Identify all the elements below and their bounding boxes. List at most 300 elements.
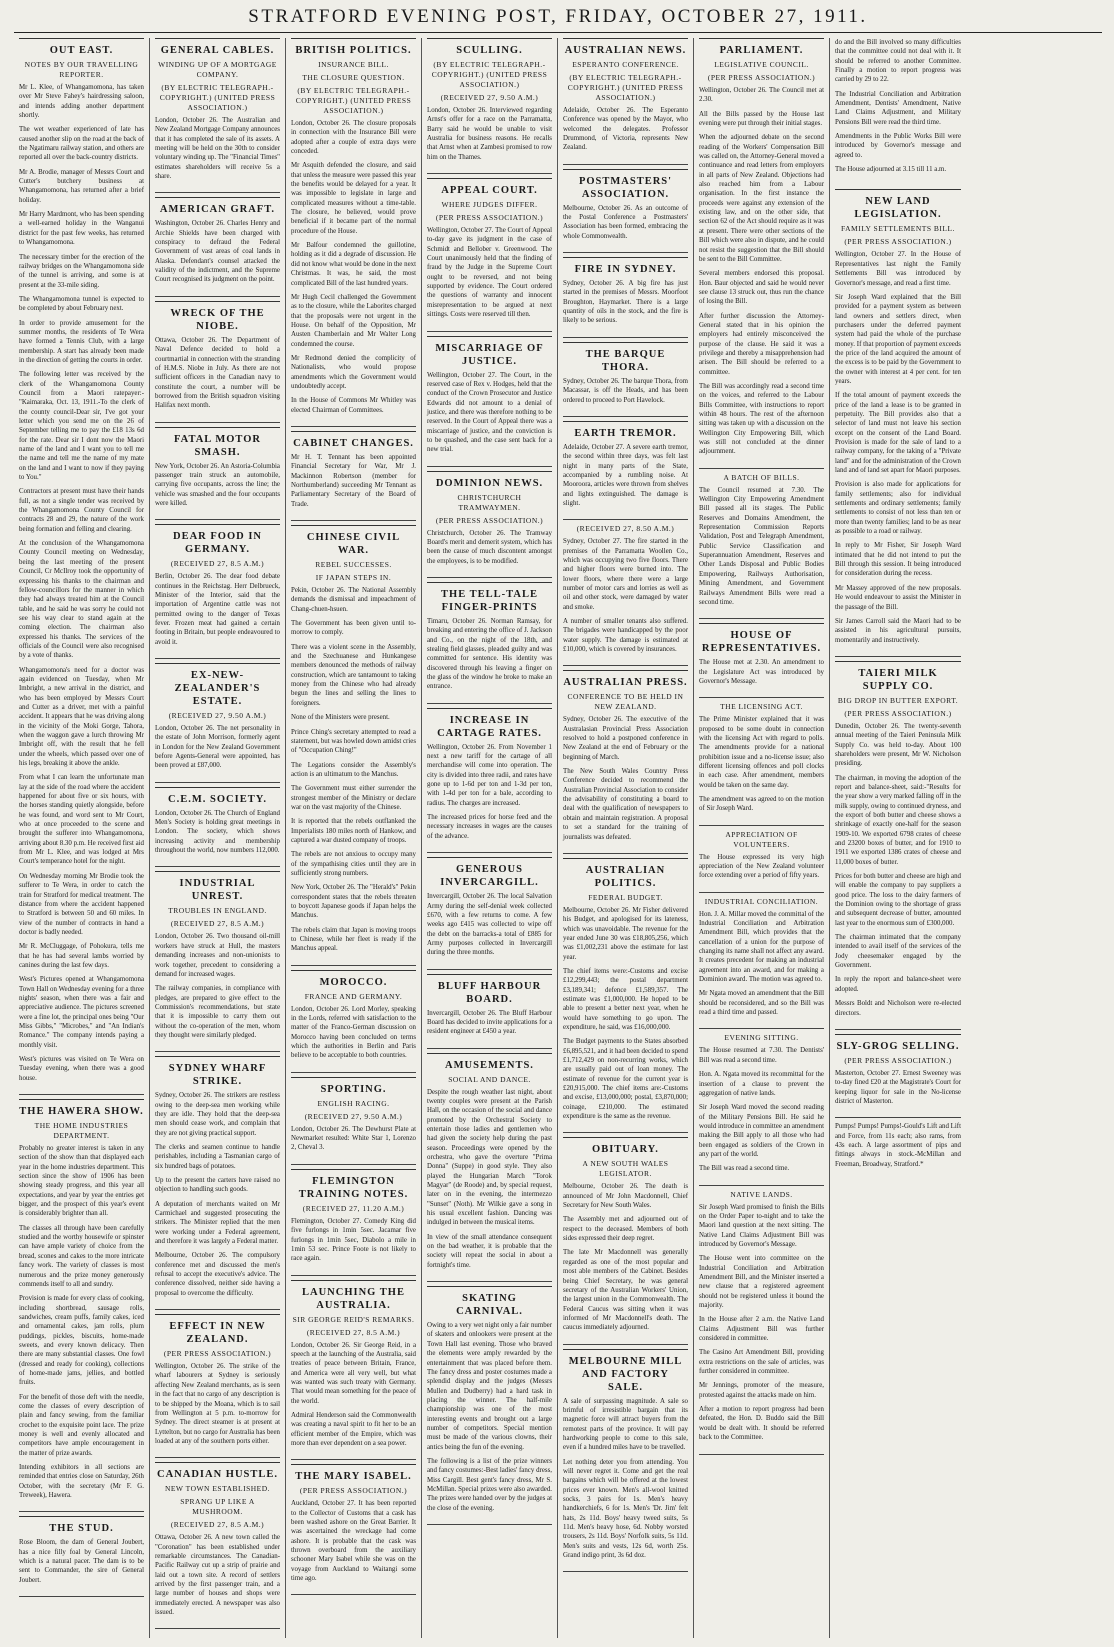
article-headline: GENERAL CABLES. — [160, 45, 275, 56]
article-subhead: (RECEIVED 27, 11.20 A.M.) — [302, 1203, 405, 1213]
article-subhead: (RECEIVED 27, 9.50 A.M.) — [168, 711, 267, 721]
article-paragraph: Christchurch, October 26. The Tramway Board's merit and demerit system, which has been the cause of much discontent amongst the employees, is to be modified. — [427, 529, 552, 565]
headline-rule — [291, 1280, 416, 1281]
article-subhead: APPRECIATION OF VOLUNTEERS. — [725, 829, 798, 849]
article-paragraph: After a motion to report progress had been defeated, the Hon. D. Buddo said the Bill would be dealt with. It should be referred back to the Committee. — [699, 1406, 824, 1442]
headline-rule — [155, 38, 280, 39]
article-paragraph: Contractors at present must have their hands full, as not a single tender was received by the Whangamomona County Council for contracts 28 and 29, the nature of the work being formation and felling and clearing. — [19, 488, 144, 533]
article-paragraph: The House went into committee on the Industrial Conciliation and Arbitration Amendment Bill, and the Minister inserted a new clause that a registered agreement should not be registered unless it bound the majority. — [699, 1255, 824, 1310]
article-subhead: (BY ELECTRIC TELEGRAPH.-COPYRIGHT.) (UNITED PRESS ASSOCIATION.) — [159, 83, 276, 112]
article-subhead: TROUBLES IN ENGLAND. — [168, 906, 267, 916]
article-paragraph: Ottawa, October 26. A new town called the "Coronation" has been established under remarkable circumstances. The Canadian-Pacific Railway cut up a strip of prairie and laid out a town site. A record of settlers arrived by the first passenger train, and a large number of houses and shops were immediately erected. A newspaper was also issued. — [155, 1534, 280, 1616]
article-subhead: BIG DROP IN BUTTER EXPORT. — [837, 695, 959, 705]
article-subhead: IF JAPAN STEPS IN. — [315, 573, 392, 583]
article — [835, 1034, 961, 1118]
article-paragraph: Wellington, October 26. The strike of the wharf labourers at Sydney is seriously affecting New Zealand merchants, as is seen in the fact that no cargo of any description is to be shipped by the Moana, which is to sail from Wellington at 5 p.m. to-morrow for Sydney. The direct steamer is at present at Lyttelton, but no cargo for Australia has been loaded at any of the southern ports either. — [155, 1363, 280, 1445]
article-paragraph: Sydney, October 26. The strikers are restless owing to the deep-sea men working while they are idle. They hold that the deep-sea men should cease work, and complain that they are not giving practical support. — [155, 1092, 280, 1137]
article — [427, 336, 552, 467]
article-headline: HOUSE OF REPRESENTATIVES. — [701, 630, 822, 655]
headline-rule — [291, 970, 416, 971]
article-paragraph: London, October 26. Sir George Reid, in a speech at the launching of the Australia, said treaties of peace between Britain, France, and America were all very well, but what was wanted was such treaty with Germany. That would mean something for the peace of the world. — [291, 1341, 416, 1405]
article-headline: EARTH TREMOR. — [574, 427, 677, 439]
article-paragraph: Pekin, October 26. The National Assembly demands the dismissal and impeachment of Chang-chuen-hsuen. — [291, 587, 416, 613]
article-subhead: (RECEIVED 27, 8.50 A.M.) — [576, 524, 675, 534]
article-headline: FLEMINGTON TRAINING NOTES. — [298, 1175, 409, 1200]
article-paragraph: The chief items were:-Customs and excise £12,299,443; the postal department £3,189,341; defence £1,589,357. The estimate was £1,000,000. He hoped to be able to present a better next year, when he would have something to go upon. The expenditure, he said, was £16,000,000. — [563, 967, 688, 1031]
article — [155, 1314, 280, 1458]
article-paragraph: The New South Wales Country Press Conference decided to recommend the Australian Provincial Association to consider the advisability of constituting a board to deal with the qualification of newspapers to obtain and maintain registration. A proposal to set a standard for the training of journalists was defeated. — [563, 768, 688, 841]
article-headline: OBITUARY. — [592, 1144, 659, 1156]
headline-rule — [563, 169, 688, 170]
article-headline: THE HAWERA SHOW. — [19, 1106, 144, 1118]
article-paragraph: Auckland, October 27. It has been reported to the Collector of Customs that a cask has been washed ashore on the Great Barrier. It was ascertained the wreckage had come ashore. It is probable that the cask was thrown overboard from the auxiliary schooner Mary Isabel while she was on the voyage from Auckland to Waitangi some time ago. — [291, 1500, 416, 1583]
article-headline: MELBOURNE MILL AND FACTORY SALE. — [568, 1355, 683, 1393]
column-2 — [150, 38, 286, 1638]
article-headline: AUSTRALIAN PRESS. — [563, 677, 688, 689]
article — [19, 38, 144, 1095]
article-paragraph: The amendment was agreed to on the motion of Sir Joseph Ward. — [699, 795, 824, 813]
article — [291, 1280, 416, 1461]
article-paragraph: Messrs Boldt and Nicholson were re-elected directors. — [835, 1000, 961, 1017]
article-headline: EFFECT IN NEW ZEALAND. — [169, 1321, 266, 1346]
article — [835, 661, 961, 1030]
article-subhead: NATIVE LANDS. — [730, 1189, 793, 1199]
article-paragraph: Sir Joseph Ward explained that the Bill provided for a payment system as between land owners and settlers direct, when purchasers under the deferred payment system had paid the whole of the purchase money. If that proportion of payment exceeds the price of the land acquired the amount of the excess is to be paid by the Government to the owner with interest at 4 per cent. for ten years. — [835, 293, 961, 385]
article-headline: AMUSEMENTS. — [445, 1059, 534, 1071]
article — [563, 1349, 688, 1573]
article-paragraph: The Council resumed at 7.30. The Wellington City Empowering Amendment Bill passed all its stages. The Public Reserves and Domains Amendment, the Representation Commission Reports Validation, Post and Telegraph Amendment, Public Service Classification and Superannuation Amendment, Reserves and Other Lands Disposal and Public Bodies Empowering, Railways Authorisation, Mining Amendment, and Government Railways Amendment Bills were read a second time. — [699, 486, 824, 606]
article — [563, 257, 688, 338]
article-subhead: (PER PRESS ASSOCIATION.) — [844, 237, 952, 247]
masthead-title: STRATFORD EVENING POST, FRIDAY, OCTOBER 27, 1911. — [248, 6, 868, 27]
article-paragraph: Sydney, October 26. The barque Thora, from Macassar, is off the Heads, and has been ordered to proceed to Port Havelock. — [563, 377, 688, 404]
article — [699, 830, 824, 893]
article-paragraph: Intending exhibitors in all sections are reminded that entries close on Saturday, 26th October, with the secretary (Mr F. G. Treweek), Hawera. — [19, 1464, 144, 1500]
article-paragraph: All the Bills passed by the House last evening were put through their initial stages. — [699, 110, 824, 128]
article-headline: GENEROUS INVERCARGILL. — [440, 864, 539, 889]
article-paragraph: The chairman intimated that the company intended to avail itself of the services of the Jody cheesemaker engaged by the Government. — [835, 934, 961, 970]
article — [563, 670, 688, 853]
article-headline: OUT EAST. — [49, 45, 114, 56]
article — [427, 974, 552, 1049]
article — [291, 1464, 416, 1595]
article — [835, 1122, 961, 1180]
article — [155, 1462, 280, 1629]
article-paragraph: Mr Redmond denied the complicity of Nationalists, who would propose amendments which the Government would undoubtedly accept. — [291, 354, 416, 390]
article-subhead: (PER PRESS ASSOCIATION.) — [435, 213, 544, 223]
article-paragraph: When the adjourned debate on the second reading of the Workers' Compensation Bill was called on, the Attorney-General moved a continuance and read letters from employers in all parts of New Zealand. Objections had also reached him from a Labour organisation. In the first instance the proceeds were against any extension of the existing law, and on the other side, that section 62 of the Act should require as it was at present. There were other sections of the Bill which were also in dispute, and he could not resist the suggestion that the Bill should be sent to the Bill Committee. — [699, 134, 824, 263]
article-paragraph: Mr A. Brodie, manager of Messrs Court and Cutter's butchery business at Whangamomona, has returned after a brief holiday. — [19, 168, 144, 204]
article-paragraph: Wellington, October 27. The Court of Appeal to-day gave its judgment in the case of Schmidt and Bellober v. Greenwood. The Court unanimously held that the finding of fraud by the Judge in the Supreme Court ought to be reversed, and not being supported by evidence. The Court ordered the questions of warranty and innocent misrepresentation to be argued at next sittings. Costs were reserved till then. — [427, 227, 552, 319]
headline-rule — [427, 1053, 552, 1054]
headline-rule — [427, 336, 552, 337]
article-headline: CHINESE CIVIL WAR. — [306, 532, 401, 557]
article-paragraph: The clerks and seamen continue to handle perishables, including a Tasmanian cargo of six hundred bags of potatoes. — [155, 1143, 280, 1170]
masthead — [14, 2, 1102, 33]
article-subhead: CHRISTCHURCH TRAMWAYMEN. — [457, 492, 522, 512]
article-paragraph: On Wednesday morning Mr Brodie took the sufferer to Te Wera, in order to catch the train for Stratford for medical treatment. The distance from where the accident happened to Stratford is between 50 and 60 miles. In view of the number of contracts in hand a doctor is badly needed. — [19, 872, 144, 936]
headline-rule — [291, 1464, 416, 1465]
article-subhead: (BY ELECTRIC TELEGRAPH.-COPYRIGHT.) (UNITED PRESS ASSOCIATION.) — [295, 86, 412, 115]
article-subhead: REBEL SUCCESSES. — [315, 560, 392, 570]
article-paragraph: There was a violent scene in the Assembly, and the Szechuanese and Hunkangese members denounced the methods of railway construction, which are tantamount to taking money from the Chinese who had already begun the lines and selling the lines to foreigners. — [291, 643, 416, 707]
article-paragraph: The Prime Minister explained that it was proposed to be some doubt in connection with the licensing Act with regard to polls. The amendments provide for a national prohibition issue and a no-license issue; also different licensing offences and poll clocks in each case. After amendment, members would be taken on the same day. — [699, 716, 824, 789]
article-paragraph: Several members endorsed this proposal. Hon. Baur objected and said he would never see clause 13 struck out, thus run the chance of losing the Bill. — [699, 270, 824, 306]
article-subhead: (RECEIVED 27, 9.50 A.M.) — [440, 93, 539, 102]
article — [427, 38, 552, 174]
headline-rule — [563, 342, 688, 343]
article-paragraph: Mr Harry Mardmont, who has been spending a well-earned holiday in the Wanganui district for the past few weeks, has returned to Whangamomona. — [19, 211, 144, 247]
article-paragraph: London, October 26. The closure proposals in connection with the Insurance Bill were adopted after a couple of extra days were conceded. — [291, 120, 416, 156]
article-subhead: (RECEIVED 27, 8.5 A.M.) — [170, 919, 265, 929]
article — [427, 857, 552, 969]
article-paragraph: Mr H. T. Tennant has been appointed Financial Secretary for War, Mr J. Mackinnon Robertson (member for Northumberland) succeeding Mr Tennant as Parliamentary Secretary of the Board of Trade. — [291, 453, 416, 508]
columns-container — [14, 38, 1102, 1638]
headline-rule — [563, 1137, 688, 1138]
article-headline: FATAL MOTOR SMASH. — [174, 433, 261, 458]
headline-rule — [155, 871, 280, 872]
headline-rule — [291, 1077, 416, 1078]
article — [19, 1516, 144, 1597]
headline-rule — [291, 525, 416, 526]
article-subhead: THE HOME INDUSTRIES DEPARTMENT. — [34, 1121, 129, 1141]
article-paragraph: In reply the report and balance-sheet were adopted. — [835, 976, 961, 993]
column-5 — [558, 38, 694, 1638]
article-paragraph: In reply to Mr Fisher, Sir Joseph Ward intimated that he did not intend to put the Bill through this session. It being introduced for consideration during the recess. — [835, 542, 961, 578]
article — [291, 38, 416, 427]
article-headline: FIRE IN SYDNEY. — [574, 264, 677, 276]
article-subhead: (PER PRESS ASSOCIATION.) — [844, 708, 952, 718]
article-subhead: WHERE JUDGES DIFFER. — [441, 200, 538, 210]
article-headline: SPORTING. — [320, 1083, 387, 1095]
article-subhead: (PER PRESS ASSOCIATION.) — [707, 73, 816, 82]
article-headline: THE BARQUE THORA. — [585, 348, 666, 373]
article-paragraph: Mr Ngata moved an amendment that the Bill should be reconsidered, and so the Bill was read a third time and passed. — [699, 990, 824, 1017]
article-paragraph: Mr Massey approved of the new proposals. He would endeavour to assist the Minister in the passage of the Bill. — [835, 584, 961, 611]
headline-rule — [427, 38, 552, 39]
article-paragraph: Amendments in the Public Works Bill were introduced by Governor's message and agreed to. — [835, 133, 961, 159]
article-headline: DOMINION NEWS. — [435, 477, 544, 489]
article-paragraph: Melbourne, October 26. The compulsory conference met and discussed the men's refusal to accept the executive's advice. The conference dissolved, neither side having a proposal to overcome the difficulty. — [155, 1252, 280, 1297]
article-paragraph: The late Mr Macdonnell was generally regarded as one of the most popular and most able members of the Cabinet. Besides being Chief Secretary, he was general secretary of the Australian Workers' Union, the largest union in the Commonwealth. The Federal Caucus was sitting when it was informed of Mr Macdonnell's death. The caucus immediately adjourned. — [563, 1249, 688, 1332]
article-paragraph: Sydney, October 27. The fire started in the premises of the Parramatta Woollen Co., which was occupying two five floors. There and higher floors were burned into. The lower floors, where there were a large number of motor cars and lorries as well as oil and other stock, were damaged by water and smoke. — [563, 538, 688, 611]
article-headline: POSTMASTERS' ASSOCIATION. — [578, 175, 673, 200]
article-paragraph: The Legations consider the Assembly's action is an ultimatum to the Manchus. — [291, 761, 416, 778]
article-paragraph: Pumps! Pumps! Pumps!-Gould's Lift and Lift and Force, from 11s each; also rams, from 43s each. A large assortment of pips and fittings always in stock.-McMillan and Freeman, Broadway, Stratford.* — [835, 1123, 961, 1168]
article-paragraph: If the total amount of payment exceeds the price of the land a lease is to be granted in perpetuity. The Bill provides also that a selector of land must not leave his section except on the consent of the Land Board. Provision is made for the sale of land to a railway company, for the taking of a "Private land" and for the administration of the Crown land and of land set apart for Maori purposes. — [835, 392, 961, 475]
article-paragraph: The increased prices for horse feed and the necessary increases in wages are the causes of the advance. — [427, 814, 552, 840]
article-paragraph: The House resumed at 7.30. The Dentists' Bill was read a second time. — [699, 1047, 824, 1064]
headline-rule — [155, 524, 280, 525]
article — [563, 858, 688, 1134]
article-paragraph: London, October 26. Lord Morley, speaking in the Lords, referred with satisfaction to the matter of the Franco-German discussion on Morocco having been concluded on terms which the authorities in Berlin and Paris believe to be acceptable to both countries. — [291, 1005, 416, 1060]
article-paragraph: Hon. A. Ngata moved its recommittal for the insertion of a clause to prevent the aggregation of native lands. — [699, 1071, 824, 1097]
article — [699, 1033, 824, 1185]
article-paragraph: Hon. J. A. Millar moved the committal of the Industrial Conciliation and Arbitration Amendment Bill, which provides that the cancellation of a union for the purpose of changing its name shall not affect any award. It creates precedent for making an industrial agreement into an award, and for making a Dominion award. The motion was agreed to. — [699, 910, 824, 984]
article-subhead: INSURANCE BILL. — [318, 60, 389, 69]
article-headline: MOROCCO. — [319, 976, 388, 988]
article-subhead: INDUSTRIAL CONCILIATION. — [704, 896, 819, 906]
article-paragraph: Provision is also made for applications for family settlements; also for individual settlements and ordinary settlements; family settlements to consist of not less than ten or more than twenty families; land to be as near as possible to a road or railway. — [835, 481, 961, 536]
article-paragraph: The following letter was received by the clerk of the Whangamomona County Council from a Maori ratepayer:-"Kaimaraka, Oct. 13, 1911.-To the clerk of the county council-Dear sir, I've got your letter which you send me on the 26 of September telling me to pay the £18 13s 6d for the rate. Dear sir I dont now the Maori name of the land and I want you to tell me the name and tell me the name of my mate on the land and I want to now if they paying to You." — [19, 371, 144, 482]
article-paragraph: West's Pictures opened at Whangamomona Town Hall on Wednesday evening for a three nights' season, when there was a fair and appreciative audience. The pictures screened were a fine lot, the principal ones being "Our Miss Gibbs," "Microbes," and "An Indian's Romance." The company intends paying a monthly visit. — [19, 976, 144, 1049]
article-subhead: CONFERENCE TO BE HELD IN NEW ZEALAND. — [567, 692, 684, 712]
article-subhead: (RECEIVED 27, 9.50 A.M.) — [304, 1111, 403, 1121]
headline-rule — [427, 1286, 552, 1287]
article-headline: AMERICAN GRAFT. — [159, 204, 276, 216]
article-subhead: FEDERAL BUDGET. — [588, 892, 663, 902]
article — [427, 582, 552, 704]
headline-rule — [155, 1314, 280, 1315]
headline-rule — [835, 661, 961, 662]
article-headline: SYDNEY WHARF STRIKE. — [168, 1063, 267, 1088]
article — [291, 1077, 416, 1165]
article — [699, 38, 824, 469]
article-paragraph: Mr Asquith defended the closure, and said that unless the measure were passed this year the benefits would be delayed for a year. It was impossible to legislate in large and complicated measures without a time-table. The closure, he believed, would prove beneficial if it became part of the normal procedure of the House. — [291, 162, 416, 235]
article-headline: CABINET CHANGES. — [293, 437, 414, 449]
article-headline: THE TELL-TALE FINGER-PRINTS — [441, 588, 538, 613]
article-paragraph: Adelaide, October 27. A severe earth tremor, the second within three days, was felt last night in many parts of the State, accompanied by a rumbling noise. At Mooroora, articles were thrown from shelves and lights extinguished. The damage is slight. — [563, 443, 688, 507]
article-paragraph: The wet weather experienced of late has caused another slip on the road at the back of the Ngatimaru railway station, and others are reported all over the back-country districts. — [19, 126, 144, 162]
article-paragraph: London, October 26. The Dewhurst Plate at Newmarket resulted: White Star 1, Lorenzo 2, Cheval 3. — [291, 1125, 416, 1152]
article-paragraph: The Government must either surrender the strongest member of the Ministry or declare war on the vast majority of the Chinese. — [291, 785, 416, 811]
article-paragraph: Wellington, October 27. In the House of Representatives last night the Family Settlements Bill was introduced by Governor's message, and read a first time. — [835, 251, 961, 287]
article-paragraph: New York, October 26. An Astoria-Columbia passenger train struck an automobile, carrying five occupants, across the line; the vehicle was smashed and the four occupants were killed. — [155, 462, 280, 507]
article-headline: THE STUD. — [49, 1523, 114, 1535]
article-paragraph: In view of the small attendance consequent on the bad weather, it is probable that the society will repeat the social in about a fortnight's time. — [427, 1233, 552, 1269]
headline-rule — [291, 431, 416, 432]
article-paragraph: Wellington, October 26. The Council met at 2.30. — [699, 87, 824, 104]
article-subhead: SOCIAL AND DANCE. — [448, 1074, 531, 1084]
article-paragraph: Sir Joseph Ward promised to finish the Bills on the Order Paper to-night and to take the Maori land question at the next sitting. The Native Land Claims Adjustment Bill was introduced by Governor's Message. — [699, 1203, 824, 1248]
article-paragraph: The necessary timber for the erection of the railway bridges on the Whangamomona side of the tunnel is arriving, and some is at present at the 33-mile siding. — [19, 253, 144, 289]
headline-rule — [563, 421, 688, 422]
article-headline: AUSTRALIAN POLITICS. — [585, 864, 666, 889]
column-3 — [286, 38, 422, 1638]
headline-rule — [835, 1034, 961, 1035]
article-subhead: NEW TOWN ESTABLISHED. — [164, 1484, 271, 1494]
article-subhead: (PER PRESS ASSOCIATION.) — [163, 1349, 272, 1359]
article-paragraph: The Government has been given until to-morrow to comply. — [291, 620, 416, 637]
article-subhead: FAMILY SETTLEMENTS BILL. — [841, 224, 955, 234]
article-paragraph: London, October 26. The Australian and New Zealand Mortgage Company announces that it has completed the sale of its assets. A meeting will be held on the 30th to consider voluntary winding up. The "Financial Times" estimates shareholders will receive 5s a share. — [155, 117, 280, 181]
article — [563, 38, 688, 165]
article-paragraph: Probably no greater interest is taken in any section of the show than that displayed each year in the home industries department. This section since the show of 1906 has been showing steady progress, and this year all expectations, and year by year the entries get bigger, and the prospect of this year's event is considerably brighter than all. — [19, 1145, 144, 1218]
article-paragraph: Masterton, October 27. Ernest Sweeney was to-day fined £20 at the Magistrate's Court for keeping liquor for sale in the No-license district of Masterton. — [835, 1069, 961, 1105]
article-paragraph: London, October 26. The Church of England Men's Society is holding great meetings in London. The society, which shows increasing activity and membership throughout the world, now numbers 112,000. — [155, 809, 280, 855]
article-headline: SKATING CARNIVAL. — [456, 1293, 523, 1318]
article-subhead: LEGISLATIVE COUNCIL. — [714, 60, 809, 69]
article — [291, 431, 416, 521]
article-paragraph: Sir James Carroll said the Maori had to be assisted in his agricultural pursuits, momentarily and instructively. — [835, 617, 961, 644]
article-paragraph: Invercargill, October 26. The local Salvation Army during the self-denial week collected £670, with a few returns to come. A few weeks ago £415 was collected to wipe off the debt on the barracks-a total of £885 for Army purposes collected in Invercargill during the three months. — [427, 893, 552, 957]
article-paragraph: Prices for both butter and cheese are high and will enable the company to pay suppliers a good price. The loss to the dairy farmers of the Dominion owing to the shortage of grass and subsequent decrease of butter, amounted last year to the enormous sum of £300,000. — [835, 873, 961, 927]
headline-rule — [291, 1169, 416, 1170]
article-paragraph: Timaru, October 26. Norman Ramsay, for breaking and entering the office of J. Jackson and Co., on the night of the 18th, and stealing field glasses, pleaded guilty and was committed for sentence. His identity was discovered through his leaving a finger on the glass of the window he broke to make an entrance. — [427, 617, 553, 691]
article-subhead: THE CLOSURE QUESTION. — [302, 73, 405, 82]
headline-rule — [155, 787, 280, 788]
article-paragraph: Melbourne, October 26. The death is announced of Mr John Macdonnell, Chief Secretary for New South Wales. — [563, 1183, 688, 1210]
article — [563, 342, 688, 417]
article-paragraph: Melbourne, October 26. Mr Fisher delivered his Budget, and apologised for its lateness, which was unavoidable. The revenue for the year ended June 30 was £18,805,256, which was £1,002,231 above the estimate for last year. — [563, 906, 688, 961]
article-paragraph: Despite the rough weather last night, about twenty couples were present at the Parish Hall, on the occasion of the social and dance promoted by the Orchestral Society to entertain those ladies and gentlemen who had given the society help during the past season. Proceedings were opened by the orchestra, who gave the overture "Prima Donna" (Suppe) in good style. They also played the Hungarian March "Torok Magyar" (de Roode) and, by special request, later on in the evening, the intermezzo "Sunset" (Noth). Mr Wilkie gave a song in his usual excellent fashion. Dancing was indulged in between the musical items. — [427, 1088, 552, 1227]
headline-rule — [427, 974, 552, 975]
article-paragraph: The House met at 2.30. An amendment to the Legislature Act was introduced by Governor's Message. — [699, 659, 824, 685]
article-headline: EX-NEW-ZEALANDER'S ESTATE. — [174, 670, 261, 708]
article-headline: DEAR FOOD IN GERMANY. — [172, 531, 262, 556]
article-headline: MISCARRIAGE OF JUSTICE. — [435, 342, 544, 367]
article-paragraph: Prince Ching's secretary attempted to read a statement, but was howled down amidst cries of "Occupation Ching!" — [291, 728, 416, 755]
article — [155, 663, 280, 783]
headline-rule — [155, 301, 280, 302]
article-subhead: (PER PRESS ASSOCIATION.) — [435, 515, 544, 525]
article-paragraph: Adelaide, October 26. The Esperanto Conference was opened by the Mayor, who welcomed the delegates. Professor Drummond, of Victoria, represents New Zealand. — [563, 107, 688, 152]
article — [291, 525, 416, 966]
article — [291, 970, 416, 1073]
article — [19, 1099, 144, 1512]
headline-rule — [291, 38, 416, 39]
article-paragraph: Provision is made for every class of cooking, including shortbread, sausage rolls, sandwiches, cream puffs, family cakes, iced and ornamental cakes, jam rolls, plum puddings, pickles, biscuits, home-made sweets, and every known delicacy. Then there are many substantial classes. One fowl (dressed and ready for cooking), collections of home-made jams, jellies, and bottled fruits. — [19, 1295, 144, 1387]
article — [563, 169, 688, 253]
headline-rule — [155, 1056, 280, 1057]
article-paragraph: Admiral Henderson said the Commonwealth was creating a naval spirit to fit her to be an efficient member of the Empire, which was more than ever dependent on a sea power. — [291, 1411, 416, 1447]
headline-rule — [699, 623, 824, 624]
article-subhead: A BATCH OF BILLS. — [723, 472, 800, 482]
article-paragraph: The House expressed its very high appreciation of the New Zealand volunteer force extending over a period of fifty years. — [699, 853, 824, 880]
article-headline: TAIERI MILK SUPPLY CO. — [858, 667, 938, 692]
headline-rule — [155, 1462, 280, 1463]
article-paragraph: The Industrial Conciliation and Arbitration Amendment, Dentists' Amendment, Native Land Claims Adjustment, and Military Pensions Bill were read the third time. — [835, 90, 961, 126]
headline-rule — [427, 178, 552, 179]
article-paragraph: London, October 26. Two thousand oil-mill workers have struck at Hull, the masters demanding increases and non-unionists to work together, precedent to considering a demand for increased wages. — [155, 933, 280, 978]
article-subhead: EVENING SITTING. — [724, 1033, 799, 1043]
article-paragraph: West's pictures was visited on Te Wera on Tuesday evening, when there was a good house. — [19, 1056, 144, 1082]
article-paragraph: It is reported that the rebels outflanked the Imperialists 180 miles north of Hankow, and captured a war dusted company of troops. — [291, 818, 416, 844]
article-headline: NEW LAND LEGISLATION. — [854, 196, 942, 221]
article — [835, 38, 961, 185]
article — [699, 623, 824, 698]
article-paragraph: The Whangamomona tunnel is expected to be completed by about February next. — [19, 295, 144, 313]
article-headline: SLY-GROG SELLING. — [836, 1040, 960, 1052]
headline-rule — [563, 257, 688, 258]
column-4 — [422, 38, 558, 1638]
article — [155, 427, 280, 521]
article-paragraph: The Budget payments to the States absorbed £6,895,521, and it had been decided to spend £1,712,429 on non-recurring works, which are usually paid out of loan money. The estimate of revenue for the current year is £20,915,000. The chief items are:-Customs and excise, £13,000,000; postal, £3,870,000; coinage, £210,000. The estimated expenditure is the same as the revenue. — [563, 1038, 688, 1121]
article-paragraph: Wellington, October 26. From November 1 next a new tariff for the cartage of all merchandise will come into operation. The city is divided into three radii, and rates have gone up to 1-6d per ton and 1-3d per ton, with 1-4d per ton for a bale, according to radius. The charges are increased. — [427, 743, 552, 807]
article-paragraph: The rebels are not anxious to occupy many of the sympathising cities until they are in sufficiently strong numbers. — [291, 851, 416, 877]
article-paragraph: In the House of Commons Mr Whitley was elected Chairman of Committees. — [291, 397, 416, 414]
article-paragraph: London, October 26. Interviewed regarding Arnst's offer for a race on the Parramatta, Barry said he would be unable to visit Australia for business reasons. He recalls that Arnst when at Zambesi promised to row him on the Thames. — [427, 107, 552, 161]
article-subhead: (PER PRESS ASSOCIATION.) — [844, 1055, 952, 1065]
article-paragraph: The classes all through have been carefully studied and the worthy housewife or spinster can have ample variety of choice from the bread, scones and cakes to the more intricate fancy work. The variety of classes is most numerous and the prize money generously commends itself to all and sundry. — [19, 1224, 144, 1288]
article — [427, 471, 552, 578]
article-paragraph: Whangamomona's need for a doctor was again evidenced on Tuesday, when Mr Imbright, a new arrival in the district, and who has been employed by Messrs Court and Cutter as a driver, met with a painful accident. It appears that he was driving along in the vicinity of the Moki Gorge, Tahora, when the waggon gave a lurch throwing Mr Imbright off, with the result that he fell under the wheels, which passed over one of his legs, breaking it above the ankle. — [19, 666, 144, 768]
article — [563, 524, 688, 666]
article-subhead: A NEW SOUTH WALES LEGISLATOR. — [582, 1159, 669, 1179]
article-paragraph: do and the Bill involved so many difficulties that the committee could not deal with it. It should be referred to another Committee. Finally a motion to report progress was carried by 29 to 22. — [835, 39, 961, 84]
article-subhead: ENGLISH RACING. — [317, 1098, 390, 1108]
headline-rule — [19, 1516, 144, 1517]
article-paragraph: Mr Hugh Cecil challenged the Government as to the closure, while the Laborites charged that the proposals were not urgent in the House. On behalf of the Opposition, Mr Austen Chamberlain and Mr Walter Long condemned the course. — [291, 293, 416, 348]
article-headline: INDUSTRIAL UNREST. — [179, 878, 256, 903]
article-headline: SCULLING. — [456, 45, 523, 56]
article-headline: BRITISH POLITICS. — [295, 45, 412, 56]
headline-rule — [155, 427, 280, 428]
article — [291, 1169, 416, 1276]
article-paragraph: The following is a list of the prize winners and fancy costumes:-Best ladies' fancy dress, Miss Cargill. Best gent's fancy dress, Mr S. McMillan. Special prizes were also awarded. The prizes were handed over by the judges at the close of the evening. — [427, 1457, 552, 1512]
column-1 — [14, 38, 150, 1638]
article-headline: CANADIAN HUSTLE. — [156, 1469, 278, 1481]
headline-rule — [835, 189, 961, 190]
headline-rule — [155, 197, 280, 198]
article-paragraph: None of the Ministers were present. — [291, 714, 390, 722]
article-headline: APPEAL COURT. — [441, 185, 538, 197]
headline-rule — [155, 663, 280, 664]
article-paragraph: The Assembly met and adjourned out of respect to the deceased. Members of both sides expressed their deep regret. — [563, 1216, 688, 1243]
article-subhead: (RECEIVED 27, 8.5 A.M.) — [170, 559, 265, 569]
article-headline: WRECK OF THE NIOBE. — [170, 307, 265, 332]
article-paragraph: From what I can learn the unfortunate man lay at the side of the road where the accident happened for about five or six hours, with the horses standing quietly alongside, before he was found, and word sent to Mr Court, who at once proceeded to the scene and brought the sufferer into Whangamomona, arriving about 8.30 p.m. He received first aid from Mr L. Klee, and was lodged at Mrs Court's temperance hotel for the night. — [19, 774, 144, 866]
article-paragraph: A sale of surpassing magnitude. A sale so brimful of irresistible bargain that its magnetic force will attract buyers from the remotest parts of the province. It will pay hardworking people to come to this sale, even if a hundred miles have to be travelled. — [563, 1397, 688, 1452]
article-subhead: ESPERANTO CONFERENCE. — [572, 60, 679, 69]
article-paragraph: Let nothing deter you from attending. You will never regret it. Come and get the real bargains which will be offered at the lowest prices ever known. Men's all-wool knitted socks, 3 pairs for 1s. Men's heavy handkerchiefs, 6 for 1s. Men's 'Dr. Jim' felt hats, 2s 11d. Boys' heavy tweed suits, 5s 11d. Men's heavy hose, 6d. Nobby worsted trousers, 2s 11d. Boys' Norfolk suits, 5s 11d. Men's suits and vests, 12s 6d, worth 25s. Grand indigo print, 3s 6d doz. — [563, 1458, 688, 1560]
article — [427, 1053, 552, 1283]
article-paragraph: The Bill was read a second time. — [699, 1165, 790, 1173]
article — [427, 1286, 552, 1525]
article-paragraph: Berlin, October 26. The dear food debate continues in the Reichstag. Herr Delbrueck, Minister of the Interior, said that the importation of Argentine cattle was not permitted owing to the danger of Texas fever. Frozen meat had gained a certain footing in Britain, but people endeavoured to avoid it. — [155, 573, 280, 646]
article-paragraph: New York, October 26. The "Herald's" Pekin correspondent states that the rebels threaten to boycott Japanese goods if Japan helps the Manchus. — [291, 884, 416, 920]
article-headline: C.E.M. SOCIETY. — [168, 793, 267, 805]
article — [563, 421, 688, 520]
article — [155, 1056, 280, 1310]
article — [155, 787, 280, 868]
article — [563, 1137, 688, 1344]
article-paragraph: The chairman, in moving the adoption of the report and balance-sheet, said:-"Results for the year show a very marked falling off in the milk supply, owing to continued dryness, and the export of both butter and cheese shows a shrinkage of exactly one-half for the season 1909-10. We exported 6798 crates of cheese and 23200 boxes of butter, and for 1910 to 1911 we exported 1386 crates of cheese and 11,000 boxes of butter. — [835, 774, 961, 866]
article-subhead: (BY ELECTRIC TELEGRAPH.-COPYRIGHT.) (UNITED PRESS ASSOCIATION.) — [567, 73, 684, 102]
article-headline: PARLIAMENT. — [719, 45, 804, 56]
article-paragraph: A number of smaller tenants also suffered. The brigades were handicapped by the poor water supply. The damage is estimated at £10,000, which is covered by insurances. — [563, 618, 688, 654]
article-paragraph: Melbourne, October 26. As an outcome of the Postal Conference a Postmasters' Association has been formed, embracing the whole Commonwealth. — [563, 204, 688, 240]
article-paragraph: London, October 26. The net personality in the estate of John Morrison, formerly agent in London for the New Zealand Government before Agents-General were appointed, has been proved at £87,000. — [155, 725, 280, 770]
article-headline: BLUFF HARBOUR BOARD. — [437, 980, 542, 1005]
headline-rule — [19, 38, 144, 39]
headline-rule — [19, 1099, 144, 1100]
article-paragraph: Flemington, October 27. Comedy King did five furlongs in 1min 5sec. Jacamar five furlongs in 1min 5sec, Diabolo a mile in 1min 53 sec. Prince Foote is not likely to race again. — [291, 1217, 416, 1263]
headline-rule — [427, 857, 552, 858]
article-paragraph: Wellington, October 27. The Court, in the reserved case of Rex v. Hodges, held that the conduct of the Crown Prosecutor and Justice Edwards did not amount to a denial of justice, and there was therefore nothing to be reserved. In the Court of Appeal there was a miscarriage of justice, and the conviction is to be quashed, and the case sent back for a new trial. — [427, 371, 552, 454]
article-paragraph: The House adjourned at 3.15 till 11 a.m. — [835, 166, 947, 174]
article-paragraph: Ottawa, October 26. The Department of Naval Defence decided to hold a courtmartial in connection with the stranding of H.M.S. Niobe in July. As there are not sufficient officers in the Canadian navy to constitute the court, a number will be borrowed from the British squadron visiting Halifax next month. — [155, 336, 280, 410]
article — [699, 1190, 824, 1455]
headline-rule — [563, 670, 688, 671]
article-paragraph: Dunedin, October 26. The twenty-seventh annual meeting of the Taieri Peninsula Milk Supply Co. was held to-day. About 100 shareholders were present, Mr W. Nicholson presiding. — [835, 722, 961, 768]
article-paragraph: The rebels claim that Japan is moving troops to Chinese, while her fleet is ready if the Manchus appeal. — [291, 926, 416, 953]
article-paragraph: Mr R. McCluggage, of Pohokura, tells me that he has had several lambs worried by canines during the last few days. — [19, 943, 144, 969]
headline-rule — [427, 582, 552, 583]
article — [155, 871, 280, 1052]
article-paragraph: Rose Bloom, the dam of General Joubert, has a nice filly foal by General Lincoln, which is a natural pacer. The dam is to be sent to Commander, the sire of General Joubert. — [19, 1539, 144, 1584]
article-paragraph: Sydney, October 26. The executive of the Australasian Provincial Press Association resolved to hold a postponed conference in New Zealand at the end of February or the beginning of March. — [563, 716, 688, 761]
headline-rule — [563, 858, 688, 859]
article-subhead: THE LICENSING ACT. — [720, 702, 803, 712]
article — [699, 473, 824, 619]
article — [699, 897, 824, 1030]
article — [155, 197, 280, 296]
article-subhead: SPRANG UP LIKE A MUSHROOM. — [180, 1497, 255, 1517]
article-paragraph: Owing to a very wet night only a fair number of skaters and onlookers were present at the Town Hall last evening. Those who braved the elements were amply rewarded by the entertainment that was placed before them. The fancy dress and poster costumes made a splendid display and the judges (Messrs Mullen and Dudberry) had a hard task in placing the winner. The half-mile championship was one of the most interesting events and brought out a large number of competitors. Special mention must be made of the various clowns, their antics being the fun of the evening. — [427, 1322, 552, 1451]
article-paragraph: Mr Jennings, promoter of the measure, protested against the attacks made on him. — [699, 1382, 824, 1399]
article-subhead: WINDING UP OF A MORTGAGE COMPANY. — [158, 60, 277, 79]
